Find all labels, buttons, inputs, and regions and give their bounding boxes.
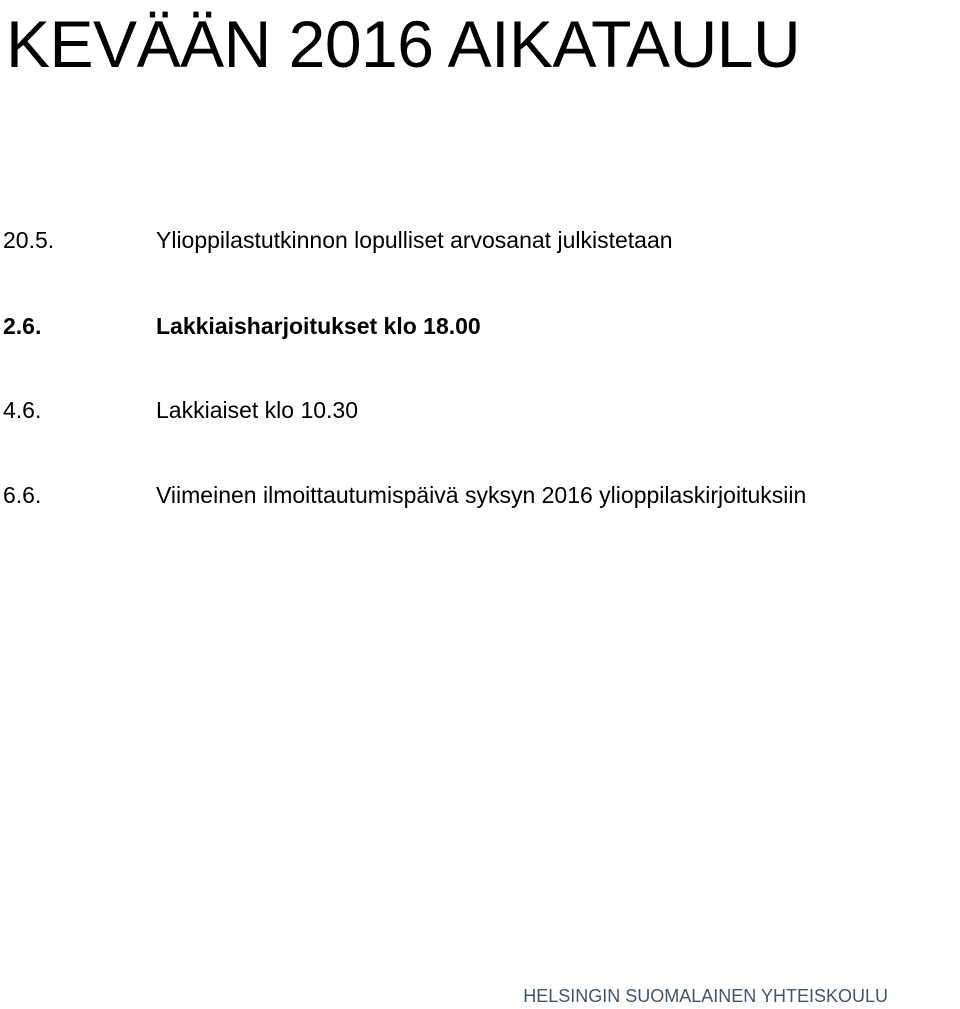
schedule-date: 6.6. xyxy=(3,482,42,508)
schedule-item xyxy=(0,479,960,511)
schedule-description: Lakkiaiset klo 10.30 xyxy=(156,397,359,423)
schedule-item xyxy=(0,310,960,342)
page-title: KEVÄÄN 2016 AIKATAULU xyxy=(6,7,801,81)
schedule-description: Ylioppilastutkinnon lopulliset arvosanat julkistetaan xyxy=(156,227,673,253)
schedule-description: Lakkiaisharjoitukset klo 18.00 xyxy=(156,313,481,339)
schedule-item xyxy=(0,224,960,256)
schedule-item xyxy=(0,394,960,426)
schedule-date: 2.6. xyxy=(3,313,42,339)
schedule-date: 4.6. xyxy=(3,397,42,423)
schedule-description: Viimeinen ilmoittautumispäivä syksyn 2016 ylioppilaskirjoituksiin xyxy=(156,482,807,508)
footer-school-name: HELSINGIN SUOMALAINEN YHTEISKOULU xyxy=(523,986,888,1006)
schedule-date: 20.5. xyxy=(3,227,55,253)
